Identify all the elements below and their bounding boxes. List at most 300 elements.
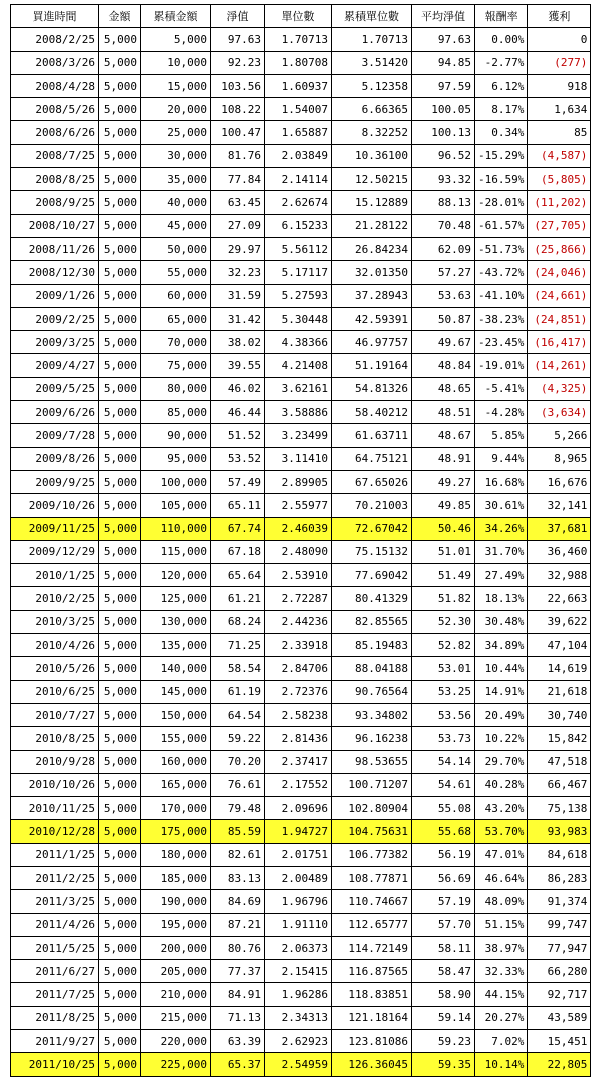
cell-return: 40.28%: [475, 773, 528, 796]
cell-units: 1.65887: [265, 121, 332, 144]
cell-cum-units: 80.41329: [332, 587, 412, 610]
header-cum-amount: 累積金額: [141, 5, 211, 28]
cell-cum-amount: 170,000: [141, 797, 211, 820]
cell-date: 2010/12/28: [11, 820, 99, 843]
cell-nav: 63.45: [211, 191, 265, 214]
table-row: [11, 866, 591, 889]
cell-units: 2.46039: [265, 517, 332, 540]
cell-avg-nav: 59.23: [412, 1030, 475, 1053]
cell-cum-amount: 130,000: [141, 610, 211, 633]
cell-amount: 5,000: [99, 657, 141, 680]
cell-amount: 5,000: [99, 634, 141, 657]
table-row: [11, 447, 591, 470]
cell-return: 53.70%: [475, 820, 528, 843]
cell-avg-nav: 49.85: [412, 494, 475, 517]
cell-amount: 5,000: [99, 1006, 141, 1029]
cell-cum-units: 21.28122: [332, 214, 412, 237]
cell-cum-amount: 40,000: [141, 191, 211, 214]
cell-date: 2011/7/25: [11, 983, 99, 1006]
cell-cum-amount: 45,000: [141, 214, 211, 237]
cell-return: -4.28%: [475, 401, 528, 424]
cell-profit: 0: [528, 28, 591, 51]
table-row: [11, 913, 591, 936]
cell-amount: 5,000: [99, 447, 141, 470]
cell-units: 2.15415: [265, 960, 332, 983]
cell-cum-amount: 215,000: [141, 1006, 211, 1029]
header-return: 報酬率: [475, 5, 528, 28]
cell-date: 2009/6/26: [11, 401, 99, 424]
cell-avg-nav: 48.51: [412, 401, 475, 424]
cell-profit: 30,740: [528, 703, 591, 726]
table-row: [11, 168, 591, 191]
cell-profit: (11,202): [528, 191, 591, 214]
cell-return: 10.22%: [475, 727, 528, 750]
cell-profit: 14,619: [528, 657, 591, 680]
cell-units: 2.14114: [265, 168, 332, 191]
cell-cum-amount: 210,000: [141, 983, 211, 1006]
cell-cum-amount: 10,000: [141, 51, 211, 74]
table-row: [11, 703, 591, 726]
table-row: [11, 657, 591, 680]
cell-cum-units: 88.04188: [332, 657, 412, 680]
cell-cum-amount: 35,000: [141, 168, 211, 191]
cell-nav: 65.11: [211, 494, 265, 517]
cell-profit: (16,417): [528, 331, 591, 354]
table-row: [11, 960, 591, 983]
cell-nav: 46.44: [211, 401, 265, 424]
cell-cum-amount: 75,000: [141, 354, 211, 377]
cell-profit: (27,705): [528, 214, 591, 237]
cell-date: 2010/9/28: [11, 750, 99, 773]
cell-date: 2009/1/26: [11, 284, 99, 307]
cell-date: 2009/9/25: [11, 470, 99, 493]
cell-nav: 51.52: [211, 424, 265, 447]
cell-avg-nav: 52.82: [412, 634, 475, 657]
cell-units: 2.06373: [265, 936, 332, 959]
table-row: [11, 144, 591, 167]
cell-amount: 5,000: [99, 51, 141, 74]
table-row: [11, 51, 591, 74]
cell-amount: 5,000: [99, 28, 141, 51]
cell-amount: 5,000: [99, 843, 141, 866]
cell-return: -51.73%: [475, 237, 528, 260]
table-row: [11, 354, 591, 377]
cell-cum-units: 64.75121: [332, 447, 412, 470]
cell-nav: 87.21: [211, 913, 265, 936]
cell-units: 2.00489: [265, 866, 332, 889]
cell-return: 20.27%: [475, 1006, 528, 1029]
cell-cum-units: 26.84234: [332, 237, 412, 260]
cell-nav: 61.19: [211, 680, 265, 703]
cell-return: -61.57%: [475, 214, 528, 237]
cell-cum-amount: 225,000: [141, 1053, 211, 1076]
cell-nav: 67.74: [211, 517, 265, 540]
cell-cum-amount: 135,000: [141, 634, 211, 657]
table-row: [11, 98, 591, 121]
cell-nav: 27.09: [211, 214, 265, 237]
cell-return: 47.01%: [475, 843, 528, 866]
cell-date: 2008/7/25: [11, 144, 99, 167]
cell-nav: 81.76: [211, 144, 265, 167]
cell-date: 2008/5/26: [11, 98, 99, 121]
cell-cum-units: 100.71207: [332, 773, 412, 796]
cell-return: 30.61%: [475, 494, 528, 517]
cell-cum-units: 75.15132: [332, 540, 412, 563]
cell-return: -16.59%: [475, 168, 528, 191]
cell-cum-units: 85.19483: [332, 634, 412, 657]
cell-profit: 39,622: [528, 610, 591, 633]
cell-nav: 39.55: [211, 354, 265, 377]
cell-amount: 5,000: [99, 401, 141, 424]
cell-profit: 37,681: [528, 517, 591, 540]
cell-avg-nav: 51.01: [412, 540, 475, 563]
cell-return: -43.72%: [475, 261, 528, 284]
cell-avg-nav: 56.19: [412, 843, 475, 866]
cell-cum-amount: 205,000: [141, 960, 211, 983]
cell-amount: 5,000: [99, 866, 141, 889]
cell-cum-units: 3.51420: [332, 51, 412, 74]
cell-profit: 91,374: [528, 890, 591, 913]
table-row: [11, 890, 591, 913]
cell-date: 2009/8/26: [11, 447, 99, 470]
cell-amount: 5,000: [99, 960, 141, 983]
cell-return: -38.23%: [475, 307, 528, 330]
cell-profit: 75,138: [528, 797, 591, 820]
cell-cum-units: 118.83851: [332, 983, 412, 1006]
cell-amount: 5,000: [99, 936, 141, 959]
cell-cum-units: 5.12358: [332, 74, 412, 97]
cell-cum-units: 32.01350: [332, 261, 412, 284]
table-row: [11, 750, 591, 773]
cell-profit: 86,283: [528, 866, 591, 889]
cell-date: 2009/4/27: [11, 354, 99, 377]
cell-cum-units: 93.34802: [332, 703, 412, 726]
cell-return: -23.45%: [475, 331, 528, 354]
table-row: [11, 121, 591, 144]
cell-return: 6.12%: [475, 74, 528, 97]
cell-profit: (14,261): [528, 354, 591, 377]
cell-profit: 77,947: [528, 936, 591, 959]
cell-return: 32.33%: [475, 960, 528, 983]
cell-avg-nav: 62.09: [412, 237, 475, 260]
table-row: [11, 634, 591, 657]
cell-amount: 5,000: [99, 331, 141, 354]
cell-avg-nav: 55.68: [412, 820, 475, 843]
cell-return: 27.49%: [475, 564, 528, 587]
cell-amount: 5,000: [99, 610, 141, 633]
cell-amount: 5,000: [99, 773, 141, 796]
cell-return: 29.70%: [475, 750, 528, 773]
cell-nav: 46.02: [211, 377, 265, 400]
cell-cum-amount: 200,000: [141, 936, 211, 959]
cell-cum-amount: 140,000: [141, 657, 211, 680]
cell-profit: 918: [528, 74, 591, 97]
cell-return: -41.10%: [475, 284, 528, 307]
cell-date: 2010/10/26: [11, 773, 99, 796]
table-body: [11, 28, 591, 1076]
cell-cum-amount: 180,000: [141, 843, 211, 866]
cell-cum-amount: 65,000: [141, 307, 211, 330]
cell-cum-amount: 115,000: [141, 540, 211, 563]
table-row: [11, 28, 591, 51]
cell-return: 46.64%: [475, 866, 528, 889]
table-row: [11, 214, 591, 237]
cell-amount: 5,000: [99, 1030, 141, 1053]
header-nav: 淨值: [211, 5, 265, 28]
cell-units: 2.44236: [265, 610, 332, 633]
cell-avg-nav: 97.63: [412, 28, 475, 51]
cell-profit: 66,467: [528, 773, 591, 796]
cell-cum-units: 8.32252: [332, 121, 412, 144]
cell-profit: (25,866): [528, 237, 591, 260]
cell-profit: 15,842: [528, 727, 591, 750]
cell-units: 2.53910: [265, 564, 332, 587]
cell-cum-units: 108.77871: [332, 866, 412, 889]
table-row: [11, 74, 591, 97]
cell-cum-units: 54.81326: [332, 377, 412, 400]
cell-amount: 5,000: [99, 494, 141, 517]
cell-date: 2008/6/26: [11, 121, 99, 144]
cell-cum-amount: 110,000: [141, 517, 211, 540]
cell-return: 0.34%: [475, 121, 528, 144]
cell-cum-units: 123.81086: [332, 1030, 412, 1053]
cell-date: 2009/3/25: [11, 331, 99, 354]
cell-cum-amount: 220,000: [141, 1030, 211, 1053]
cell-cum-units: 112.65777: [332, 913, 412, 936]
cell-nav: 77.37: [211, 960, 265, 983]
cell-return: -15.29%: [475, 144, 528, 167]
cell-amount: 5,000: [99, 983, 141, 1006]
cell-profit: 8,965: [528, 447, 591, 470]
cell-cum-units: 72.67042: [332, 517, 412, 540]
table-row: [11, 284, 591, 307]
cell-cum-units: 37.28943: [332, 284, 412, 307]
cell-profit: 32,988: [528, 564, 591, 587]
cell-nav: 68.24: [211, 610, 265, 633]
table-row: [11, 610, 591, 633]
cell-cum-amount: 150,000: [141, 703, 211, 726]
cell-nav: 92.23: [211, 51, 265, 74]
cell-cum-amount: 5,000: [141, 28, 211, 51]
cell-amount: 5,000: [99, 587, 141, 610]
table-row: [11, 540, 591, 563]
cell-cum-amount: 165,000: [141, 773, 211, 796]
cell-avg-nav: 97.59: [412, 74, 475, 97]
cell-nav: 85.59: [211, 820, 265, 843]
cell-cum-amount: 15,000: [141, 74, 211, 97]
cell-avg-nav: 55.08: [412, 797, 475, 820]
cell-units: 6.15233: [265, 214, 332, 237]
investment-table-container: [10, 4, 591, 1077]
cell-avg-nav: 57.70: [412, 913, 475, 936]
cell-units: 1.94727: [265, 820, 332, 843]
table-row: [11, 564, 591, 587]
cell-amount: 5,000: [99, 564, 141, 587]
cell-return: 34.26%: [475, 517, 528, 540]
cell-amount: 5,000: [99, 727, 141, 750]
cell-date: 2008/3/26: [11, 51, 99, 74]
cell-return: 43.20%: [475, 797, 528, 820]
cell-profit: 66,280: [528, 960, 591, 983]
cell-units: 2.62674: [265, 191, 332, 214]
cell-cum-amount: 90,000: [141, 424, 211, 447]
table-row: [11, 680, 591, 703]
cell-date: 2008/8/25: [11, 168, 99, 191]
cell-profit: 47,104: [528, 634, 591, 657]
cell-date: 2009/5/25: [11, 377, 99, 400]
cell-date: 2009/10/26: [11, 494, 99, 517]
cell-return: 10.44%: [475, 657, 528, 680]
cell-profit: (24,661): [528, 284, 591, 307]
cell-return: 14.91%: [475, 680, 528, 703]
cell-amount: 5,000: [99, 703, 141, 726]
cell-cum-amount: 190,000: [141, 890, 211, 913]
cell-nav: 63.39: [211, 1030, 265, 1053]
cell-units: 5.27593: [265, 284, 332, 307]
cell-cum-units: 82.85565: [332, 610, 412, 633]
cell-nav: 57.49: [211, 470, 265, 493]
cell-units: 2.48090: [265, 540, 332, 563]
cell-cum-amount: 125,000: [141, 587, 211, 610]
cell-units: 1.96286: [265, 983, 332, 1006]
cell-units: 5.30448: [265, 307, 332, 330]
cell-cum-amount: 120,000: [141, 564, 211, 587]
cell-units: 2.84706: [265, 657, 332, 680]
cell-cum-amount: 25,000: [141, 121, 211, 144]
cell-amount: 5,000: [99, 680, 141, 703]
cell-avg-nav: 48.65: [412, 377, 475, 400]
cell-nav: 65.64: [211, 564, 265, 587]
cell-units: 3.58886: [265, 401, 332, 424]
cell-avg-nav: 93.32: [412, 168, 475, 191]
cell-avg-nav: 70.48: [412, 214, 475, 237]
cell-return: 5.85%: [475, 424, 528, 447]
cell-profit: 21,618: [528, 680, 591, 703]
cell-amount: 5,000: [99, 890, 141, 913]
cell-return: 18.13%: [475, 587, 528, 610]
cell-nav: 100.47: [211, 121, 265, 144]
cell-cum-amount: 100,000: [141, 470, 211, 493]
cell-amount: 5,000: [99, 261, 141, 284]
cell-avg-nav: 48.84: [412, 354, 475, 377]
cell-nav: 61.21: [211, 587, 265, 610]
table-row: [11, 517, 591, 540]
cell-return: 48.09%: [475, 890, 528, 913]
cell-units: 1.80708: [265, 51, 332, 74]
cell-nav: 31.59: [211, 284, 265, 307]
table-row: [11, 307, 591, 330]
cell-units: 2.89905: [265, 470, 332, 493]
cell-nav: 32.23: [211, 261, 265, 284]
cell-profit: 85: [528, 121, 591, 144]
cell-amount: 5,000: [99, 144, 141, 167]
cell-cum-amount: 155,000: [141, 727, 211, 750]
cell-profit: 92,717: [528, 983, 591, 1006]
cell-avg-nav: 48.91: [412, 447, 475, 470]
cell-cum-units: 98.53655: [332, 750, 412, 773]
cell-return: 31.70%: [475, 540, 528, 563]
cell-units: 3.62161: [265, 377, 332, 400]
cell-cum-units: 126.36045: [332, 1053, 412, 1076]
cell-return: 10.14%: [475, 1053, 528, 1076]
cell-cum-amount: 185,000: [141, 866, 211, 889]
table-row: [11, 983, 591, 1006]
header-profit: 獲利: [528, 5, 591, 28]
cell-units: 3.11410: [265, 447, 332, 470]
cell-nav: 31.42: [211, 307, 265, 330]
cell-units: 2.09696: [265, 797, 332, 820]
cell-amount: 5,000: [99, 284, 141, 307]
cell-cum-amount: 85,000: [141, 401, 211, 424]
cell-avg-nav: 53.25: [412, 680, 475, 703]
cell-units: 2.17552: [265, 773, 332, 796]
cell-avg-nav: 50.87: [412, 307, 475, 330]
cell-nav: 67.18: [211, 540, 265, 563]
cell-profit: (4,587): [528, 144, 591, 167]
cell-avg-nav: 96.52: [412, 144, 475, 167]
cell-avg-nav: 88.13: [412, 191, 475, 214]
cell-units: 1.91110: [265, 913, 332, 936]
cell-amount: 5,000: [99, 1053, 141, 1076]
cell-cum-amount: 145,000: [141, 680, 211, 703]
cell-amount: 5,000: [99, 237, 141, 260]
cell-cum-units: 114.72149: [332, 936, 412, 959]
cell-nav: 29.97: [211, 237, 265, 260]
cell-nav: 65.37: [211, 1053, 265, 1076]
cell-units: 4.38366: [265, 331, 332, 354]
cell-cum-units: 10.36100: [332, 144, 412, 167]
cell-avg-nav: 57.27: [412, 261, 475, 284]
cell-date: 2010/1/25: [11, 564, 99, 587]
cell-date: 2008/2/25: [11, 28, 99, 51]
cell-date: 2011/2/25: [11, 866, 99, 889]
cell-cum-amount: 30,000: [141, 144, 211, 167]
cell-profit: (24,046): [528, 261, 591, 284]
cell-profit: 84,618: [528, 843, 591, 866]
cell-cum-units: 42.59391: [332, 307, 412, 330]
cell-date: 2011/4/26: [11, 913, 99, 936]
cell-avg-nav: 54.14: [412, 750, 475, 773]
cell-avg-nav: 54.61: [412, 773, 475, 796]
cell-amount: 5,000: [99, 913, 141, 936]
cell-cum-units: 70.21003: [332, 494, 412, 517]
cell-nav: 84.69: [211, 890, 265, 913]
cell-cum-units: 90.76564: [332, 680, 412, 703]
cell-amount: 5,000: [99, 750, 141, 773]
cell-units: 2.81436: [265, 727, 332, 750]
table-row: [11, 1006, 591, 1029]
cell-profit: 93,983: [528, 820, 591, 843]
cell-cum-units: 51.19164: [332, 354, 412, 377]
cell-return: 38.97%: [475, 936, 528, 959]
cell-units: 2.72376: [265, 680, 332, 703]
cell-units: 2.01751: [265, 843, 332, 866]
cell-return: -5.41%: [475, 377, 528, 400]
header-avg-nav: 平均淨值: [412, 5, 475, 28]
table-row: [11, 797, 591, 820]
cell-cum-units: 77.69042: [332, 564, 412, 587]
cell-amount: 5,000: [99, 470, 141, 493]
cell-cum-units: 104.75631: [332, 820, 412, 843]
cell-cum-units: 110.74667: [332, 890, 412, 913]
cell-profit: 1,634: [528, 98, 591, 121]
cell-nav: 97.63: [211, 28, 265, 51]
cell-nav: 77.84: [211, 168, 265, 191]
cell-avg-nav: 94.85: [412, 51, 475, 74]
cell-date: 2010/4/26: [11, 634, 99, 657]
cell-units: 1.70713: [265, 28, 332, 51]
cell-cum-units: 1.70713: [332, 28, 412, 51]
